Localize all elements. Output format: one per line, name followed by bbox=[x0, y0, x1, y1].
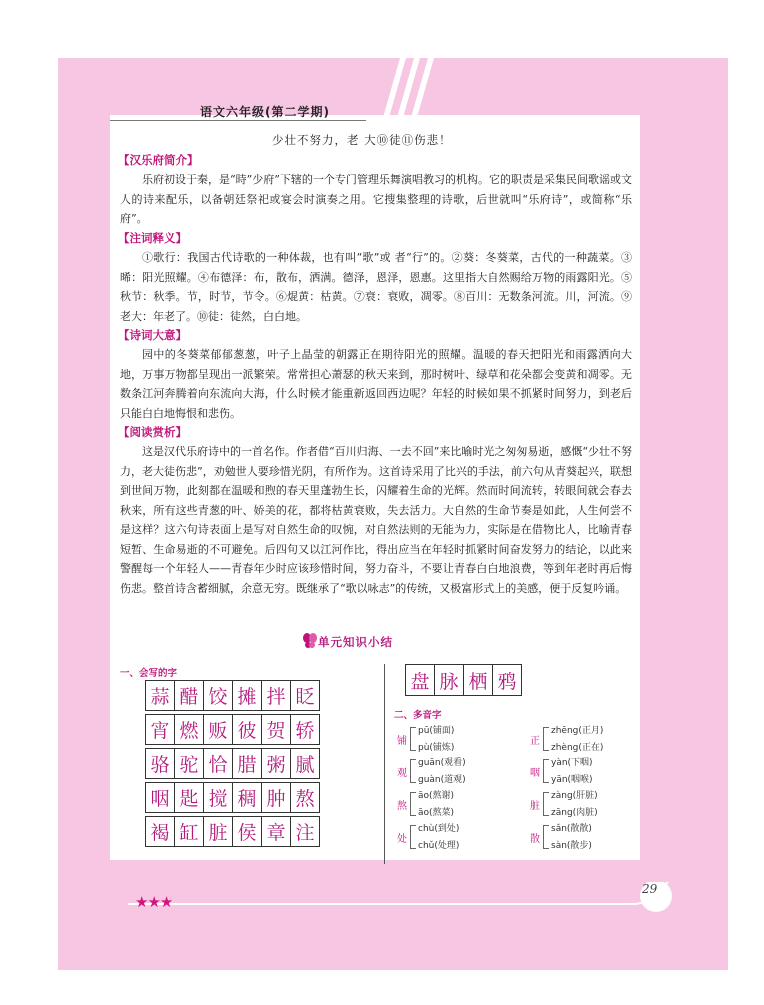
grid-char: 驼 bbox=[175, 749, 204, 779]
grid-char: 眨 bbox=[291, 681, 320, 711]
grid-char: 骆 bbox=[146, 749, 175, 779]
grid-char: 肿 bbox=[262, 783, 291, 813]
brace bbox=[543, 727, 549, 751]
section-meaning-text: 园中的冬葵菜郁郁葱葱，叶子上晶莹的朝露正在期待阳光的照耀。温暖的春天把阳光和雨露洒向大地，万事万物都呈现出一派繁荣。常常担心萧瑟的秋天来到，那时树叶、绿草和花朵都会变黄和凋零。无数条江河奔腾着向东流向大海，什么时候才能重新返回西边呢？年轻的时候如果不抓紧时间努力，到老后只能白白地悔恨和悲伤。 bbox=[120, 348, 632, 420]
section-meaning-heading: 【诗词大意】 bbox=[118, 328, 187, 342]
polyphonic-reading: pù(铺炼) bbox=[418, 743, 455, 753]
section-notes-heading: 【注词释义】 bbox=[118, 231, 187, 245]
grid-char: 轿 bbox=[291, 715, 320, 745]
polyphonic-reading: yàn(下咽) bbox=[551, 758, 593, 768]
polyphonic-reading: chù(到处) bbox=[418, 824, 460, 834]
grid-char: 饺 bbox=[204, 681, 233, 711]
polyphonic-char: 铺 bbox=[397, 736, 407, 747]
grid-char: 注 bbox=[291, 817, 320, 847]
polyphonic-reading: sàn(散步) bbox=[551, 841, 592, 851]
grid-char: 匙 bbox=[175, 783, 204, 813]
grid-row bbox=[146, 749, 320, 779]
grid-char: 栖 bbox=[464, 665, 493, 696]
grid-char: 宵 bbox=[146, 715, 175, 745]
brace bbox=[543, 792, 549, 816]
brace bbox=[410, 825, 416, 849]
unit-summary-title: 单元知识小结 bbox=[318, 635, 393, 649]
polyphonic-reading: zhèng(正在) bbox=[551, 743, 604, 753]
polyphonic-label: 二、多音字 bbox=[394, 710, 442, 721]
grid-char: 腊 bbox=[233, 749, 262, 779]
grid-row bbox=[146, 715, 320, 745]
polyphonic-reading: yān(咽喉) bbox=[551, 775, 593, 785]
grid-char: 章 bbox=[262, 817, 291, 847]
polyphonic-char: 散 bbox=[530, 834, 540, 845]
poem-motto: 少壮不努力，老 大⑩徒⑪伤悲！ bbox=[272, 133, 452, 147]
book-title: 语文六年级(第二学期) bbox=[200, 105, 330, 119]
polyphonic-reading: āo(熬菜) bbox=[418, 808, 455, 818]
polyphonic-reading: pū(铺面) bbox=[418, 726, 455, 736]
grid-char: 盘 bbox=[406, 665, 435, 696]
polyphonic-reading: chǔ(处理) bbox=[418, 841, 460, 851]
polyphonic-reading: guàn(道观) bbox=[418, 775, 466, 785]
write-characters-grid-extra bbox=[405, 664, 522, 696]
grid-char: 咽 bbox=[146, 783, 175, 813]
polyphonic-char: 处 bbox=[397, 834, 407, 845]
brace bbox=[410, 727, 416, 751]
grid-char: 醋 bbox=[175, 681, 204, 711]
write-characters-grid bbox=[145, 680, 320, 847]
section-intro-text: 乐府初设于秦，是“時”少府”下辖的一个专门管理乐舞演唱教习的机构。它的职责是采集民间歌谣或文人的诗来配乐，以备朝廷祭祀或宴会时演奏之用。它搜集整理的诗歌，后世就叫“乐府诗”，或简称“乐府”。 bbox=[120, 173, 632, 225]
grid-char: 褐 bbox=[146, 817, 175, 847]
grid-char: 腻 bbox=[291, 749, 320, 779]
grid-char: 贩 bbox=[204, 715, 233, 745]
grid-char: 稠 bbox=[233, 783, 262, 813]
brace bbox=[543, 825, 549, 849]
grid-char: 缸 bbox=[175, 817, 204, 847]
polyphonic-char: 咽 bbox=[530, 768, 540, 779]
polyphonic-reading: zāng(肉脏) bbox=[551, 808, 598, 818]
polyphonic-char: 正 bbox=[530, 736, 540, 747]
brace bbox=[543, 759, 549, 783]
polyphonic-reading: zàng(肝脏) bbox=[551, 791, 598, 801]
header-rule bbox=[110, 120, 366, 121]
grid-char: 脏 bbox=[204, 817, 233, 847]
section-appreciation-text: 这是汉代乐府诗中的一首名作。作者借“百川归海、一去不回”来比喻时光之匆匆易逝，感慨“少壮不努力，老大徒伤悲”，劝勉世人要珍惜光阴，有所作为。这首诗采用了比兴的手法，前六句从青葵起兴，联想到世间万物，此刻都在温暖和煦的春天里蓬勃生长，闪耀着生命的光辉。然而时间流转，转眼间就会春去秋来，所有这些青葱的叶、娇美的花，都将枯黄衰败，失去活力。大自然的生命节奏是如此，人生何尝不是这样？这六句诗表面上是写对自然生命的叹惋，对自然法则的无能为力，实际是在借物比人，比喻青春短暂、生命易逝的不可避免。后四句又以江河作比，得出应当在年轻时抓紧时间奋发努力的结论，以此来警醒每一个年轻人——青春年少时应该珍惜时间，努力奋斗，不要让青春白白地浪费，等到年老时再后悔伤悲。整首诗含蓄细腻，余意无穷。既继承了“歌以咏志”的传统，又极富形式上的美感，便于反复吟诵。 bbox=[120, 445, 632, 595]
grid-char: 贺 bbox=[262, 715, 291, 745]
polyphonic-char: 熬 bbox=[397, 801, 407, 812]
write-characters-label: 一、会写的字 bbox=[120, 668, 178, 679]
grid-char: 鸦 bbox=[493, 665, 522, 696]
column-divider bbox=[384, 664, 385, 864]
grid-row bbox=[146, 783, 320, 813]
butterfly-icon bbox=[302, 631, 318, 649]
grid-char: 拌 bbox=[262, 681, 291, 711]
polyphonic-reading: zhēng(正月) bbox=[551, 726, 604, 736]
grid-char: 彼 bbox=[233, 715, 262, 745]
section-appreciation-heading: 【阅读赏析】 bbox=[118, 425, 187, 439]
grid-char: 粥 bbox=[262, 749, 291, 779]
grid-row bbox=[146, 817, 320, 847]
grid-row bbox=[146, 681, 320, 711]
polyphonic-reading: sǎn(散散) bbox=[551, 824, 592, 834]
brace bbox=[410, 792, 416, 816]
page-number: 29 bbox=[642, 882, 658, 896]
grid-char: 脉 bbox=[435, 665, 464, 696]
grid-char: 熬 bbox=[291, 783, 320, 813]
polyphonic-reading: guān(观看) bbox=[418, 758, 466, 768]
polyphonic-char: 观 bbox=[397, 768, 407, 779]
polyphonic-reading: āo(熬谢) bbox=[418, 791, 455, 801]
grid-char: 蒜 bbox=[146, 681, 175, 711]
star-rating-icon: ★★★ bbox=[135, 893, 173, 911]
grid-char: 侯 bbox=[233, 817, 262, 847]
grid-char: 摊 bbox=[233, 681, 262, 711]
brace bbox=[410, 759, 416, 783]
section-notes-text: ①歌行：我国古代诗歌的一种体裁，也有叫“歌”或 者“行”的。②葵：冬葵菜，古代的一种蔬菜。③晞：阳光照耀。④布德泽：布，散布，洒满。德泽，恩泽，恩惠。这里指大自然赐给万物的雨露阳光。⑤秋节：秋季。节，时节，节令。⑥焜黄：枯黄。⑦衰：衰败，凋零。⑧百川：无数条河流。川，河流。⑨老大：年老了。⑩徒：徒然，白白地。 bbox=[120, 251, 632, 323]
section-intro-heading: 【汉乐府简介】 bbox=[118, 153, 199, 167]
grid-char: 搅 bbox=[204, 783, 233, 813]
grid-char: 恰 bbox=[204, 749, 233, 779]
polyphonic-char: 脏 bbox=[530, 801, 540, 812]
grid-char: 燃 bbox=[175, 715, 204, 745]
